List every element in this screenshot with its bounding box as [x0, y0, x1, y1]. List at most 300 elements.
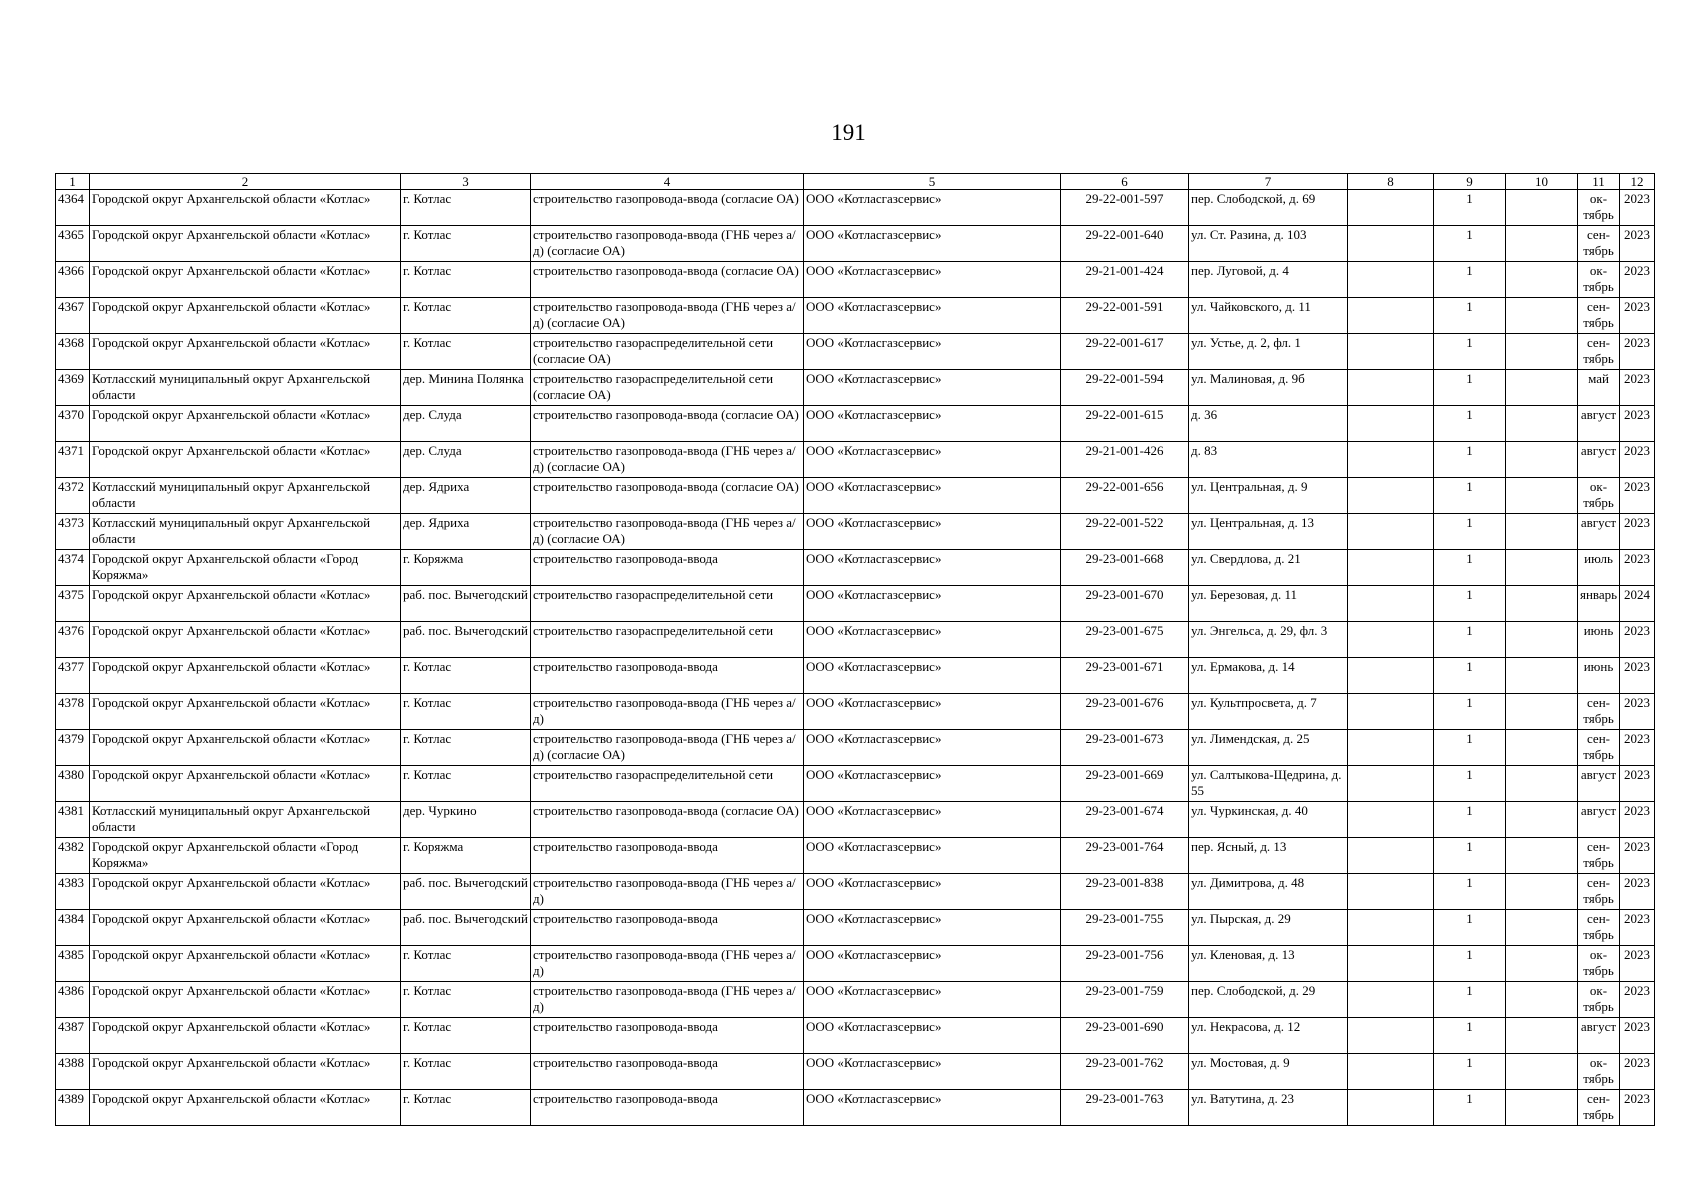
address-cell: д. 83 — [1189, 442, 1348, 478]
district-cell: Городской округ Архангельской области «Котлас» — [90, 406, 401, 442]
column-10-cell — [1506, 1018, 1578, 1054]
month-cell: ок- тябрь — [1578, 478, 1620, 514]
row-number: 4368 — [56, 334, 90, 370]
organization-cell: ООО «Котласгазсервис» — [804, 730, 1061, 766]
column-header: 8 — [1348, 174, 1434, 190]
year-cell: 2023 — [1620, 1054, 1655, 1090]
column-8-cell — [1348, 1054, 1434, 1090]
year-cell: 2023 — [1620, 802, 1655, 838]
month-cell: сен- тябрь — [1578, 1090, 1620, 1126]
month-cell: сен- тябрь — [1578, 910, 1620, 946]
organization-cell: ООО «Котласгазсервис» — [804, 1054, 1061, 1090]
district-cell: Городской округ Архангельской области «Котлас» — [90, 442, 401, 478]
row-number: 4389 — [56, 1090, 90, 1126]
work-type-cell: строительство газораспределительной сети (согласие ОА) — [531, 370, 804, 406]
locality-cell: г. Котлас — [401, 730, 531, 766]
address-cell: ул. Центральная, д. 13 — [1189, 514, 1348, 550]
month-cell: август — [1578, 406, 1620, 442]
table-row — [56, 766, 1655, 802]
address-cell: ул. Димитрова, д. 48 — [1189, 874, 1348, 910]
year-cell: 2023 — [1620, 730, 1655, 766]
column-10-cell — [1506, 658, 1578, 694]
table-row — [56, 190, 1655, 226]
locality-cell: г. Котлас — [401, 946, 531, 982]
column-header: 2 — [90, 174, 401, 190]
district-cell: Городской округ Архангельской области «Котлас» — [90, 586, 401, 622]
organization-cell: ООО «Котласгазсервис» — [804, 874, 1061, 910]
district-cell: Городской округ Архангельской области «Котлас» — [90, 694, 401, 730]
quantity-cell: 1 — [1434, 910, 1506, 946]
organization-cell: ООО «Котласгазсервис» — [804, 1090, 1061, 1126]
district-cell: Городской округ Архангельской области «Котлас» — [90, 874, 401, 910]
month-cell: ок- тябрь — [1578, 262, 1620, 298]
work-type-cell: строительство газопровода-ввода (ГНБ через а/д) (согласие ОА) — [531, 226, 804, 262]
district-cell: Городской округ Архангельской области «Котлас» — [90, 298, 401, 334]
row-number: 4380 — [56, 766, 90, 802]
month-cell: ок- тябрь — [1578, 946, 1620, 982]
locality-cell: г. Коряжма — [401, 550, 531, 586]
object-code-cell: 29-23-001-838 — [1061, 874, 1189, 910]
address-cell: пер. Слободской, д. 69 — [1189, 190, 1348, 226]
column-header: 9 — [1434, 174, 1506, 190]
year-cell: 2023 — [1620, 874, 1655, 910]
month-cell: сен- тябрь — [1578, 838, 1620, 874]
locality-cell: г. Котлас — [401, 982, 531, 1018]
organization-cell: ООО «Котласгазсервис» — [804, 514, 1061, 550]
work-type-cell: строительство газопровода-ввода (ГНБ через а/д) — [531, 946, 804, 982]
work-type-cell: строительство газопровода-ввода — [531, 910, 804, 946]
row-number: 4386 — [56, 982, 90, 1018]
object-code-cell: 29-23-001-755 — [1061, 910, 1189, 946]
work-type-cell: строительство газопровода-ввода — [531, 1018, 804, 1054]
table-row — [56, 874, 1655, 910]
address-cell: ул. Чуркинская, д. 40 — [1189, 802, 1348, 838]
work-type-cell: строительство газопровода-ввода (ГНБ через а/д) — [531, 694, 804, 730]
column-header: 10 — [1506, 174, 1578, 190]
month-cell: май — [1578, 370, 1620, 406]
address-cell: ул. Кленовая, д. 13 — [1189, 946, 1348, 982]
column-8-cell — [1348, 694, 1434, 730]
row-number: 4382 — [56, 838, 90, 874]
work-type-cell: строительство газопровода-ввода (ГНБ через а/д) (согласие ОА) — [531, 514, 804, 550]
table-row — [56, 802, 1655, 838]
row-number: 4379 — [56, 730, 90, 766]
year-cell: 2023 — [1620, 442, 1655, 478]
locality-cell: г. Котлас — [401, 334, 531, 370]
address-cell: ул. Салтыкова-Щедрина, д. 55 — [1189, 766, 1348, 802]
object-code-cell: 29-22-001-640 — [1061, 226, 1189, 262]
table-row — [56, 1018, 1655, 1054]
row-number: 4375 — [56, 586, 90, 622]
table-row — [56, 370, 1655, 406]
organization-cell: ООО «Котласгазсервис» — [804, 622, 1061, 658]
address-cell: ул. Свердлова, д. 21 — [1189, 550, 1348, 586]
quantity-cell: 1 — [1434, 622, 1506, 658]
year-cell: 2023 — [1620, 1018, 1655, 1054]
row-number: 4381 — [56, 802, 90, 838]
organization-cell: ООО «Котласгазсервис» — [804, 190, 1061, 226]
row-number: 4371 — [56, 442, 90, 478]
address-cell: ул. Лимендская, д. 25 — [1189, 730, 1348, 766]
row-number: 4370 — [56, 406, 90, 442]
column-10-cell — [1506, 550, 1578, 586]
year-cell: 2023 — [1620, 694, 1655, 730]
district-cell: Городской округ Архангельской области «Котлас» — [90, 262, 401, 298]
organization-cell: ООО «Котласгазсервис» — [804, 262, 1061, 298]
address-cell: пер. Луговой, д. 4 — [1189, 262, 1348, 298]
year-cell: 2023 — [1620, 478, 1655, 514]
column-10-cell — [1506, 226, 1578, 262]
quantity-cell: 1 — [1434, 406, 1506, 442]
object-code-cell: 29-23-001-668 — [1061, 550, 1189, 586]
column-header: 3 — [401, 174, 531, 190]
year-cell: 2023 — [1620, 514, 1655, 550]
table-row — [56, 298, 1655, 334]
object-code-cell: 29-23-001-690 — [1061, 1018, 1189, 1054]
locality-cell: г. Котлас — [401, 1018, 531, 1054]
address-cell: ул. Некрасова, д. 12 — [1189, 1018, 1348, 1054]
quantity-cell: 1 — [1434, 190, 1506, 226]
organization-cell: ООО «Котласгазсервис» — [804, 478, 1061, 514]
quantity-cell: 1 — [1434, 1090, 1506, 1126]
column-8-cell — [1348, 1018, 1434, 1054]
column-10-cell — [1506, 802, 1578, 838]
quantity-cell: 1 — [1434, 226, 1506, 262]
quantity-cell: 1 — [1434, 658, 1506, 694]
locality-cell: дер. Минина Полянка — [401, 370, 531, 406]
column-8-cell — [1348, 190, 1434, 226]
column-10-cell — [1506, 478, 1578, 514]
district-cell: Котласский муниципальный округ Архангельской области — [90, 478, 401, 514]
column-10-cell — [1506, 442, 1578, 478]
month-cell: сен- тябрь — [1578, 226, 1620, 262]
district-cell: Городской округ Архангельской области «Котлас» — [90, 190, 401, 226]
column-8-cell — [1348, 586, 1434, 622]
month-cell: август — [1578, 802, 1620, 838]
organization-cell: ООО «Котласгазсервис» — [804, 658, 1061, 694]
object-code-cell: 29-21-001-426 — [1061, 442, 1189, 478]
object-code-cell: 29-22-001-597 — [1061, 190, 1189, 226]
quantity-cell: 1 — [1434, 370, 1506, 406]
organization-cell: ООО «Котласгазсервис» — [804, 550, 1061, 586]
column-header: 4 — [531, 174, 804, 190]
column-header: 1 — [56, 174, 90, 190]
organization-cell: ООО «Котласгазсервис» — [804, 802, 1061, 838]
work-type-cell: строительство газопровода-ввода (согласие ОА) — [531, 406, 804, 442]
district-cell: Городской округ Архангельской области «Котлас» — [90, 1018, 401, 1054]
work-type-cell: строительство газораспределительной сети — [531, 622, 804, 658]
object-code-cell: 29-22-001-522 — [1061, 514, 1189, 550]
address-cell: ул. Малиновая, д. 9б — [1189, 370, 1348, 406]
locality-cell: г. Котлас — [401, 190, 531, 226]
column-8-cell — [1348, 946, 1434, 982]
locality-cell: дер. Ядриха — [401, 514, 531, 550]
year-cell: 2023 — [1620, 190, 1655, 226]
month-cell: сен- тябрь — [1578, 874, 1620, 910]
table-row — [56, 622, 1655, 658]
locality-cell: раб. пос. Вычегодский — [401, 874, 531, 910]
object-code-cell: 29-23-001-764 — [1061, 838, 1189, 874]
quantity-cell: 1 — [1434, 514, 1506, 550]
column-header: 6 — [1061, 174, 1189, 190]
address-cell: ул. Мостовая, д. 9 — [1189, 1054, 1348, 1090]
row-number: 4388 — [56, 1054, 90, 1090]
row-number: 4376 — [56, 622, 90, 658]
column-8-cell — [1348, 622, 1434, 658]
object-code-cell: 29-22-001-615 — [1061, 406, 1189, 442]
district-cell: Городской округ Архангельской области «Котлас» — [90, 622, 401, 658]
organization-cell: ООО «Котласгазсервис» — [804, 298, 1061, 334]
column-8-cell — [1348, 370, 1434, 406]
organization-cell: ООО «Котласгазсервис» — [804, 586, 1061, 622]
column-8-cell — [1348, 550, 1434, 586]
column-8-cell — [1348, 226, 1434, 262]
district-cell: Городской округ Архангельской области «Котлас» — [90, 226, 401, 262]
quantity-cell: 1 — [1434, 694, 1506, 730]
month-cell: июнь — [1578, 622, 1620, 658]
year-cell: 2023 — [1620, 406, 1655, 442]
row-number: 4374 — [56, 550, 90, 586]
work-type-cell: строительство газораспределительной сети — [531, 766, 804, 802]
locality-cell: дер. Ядриха — [401, 478, 531, 514]
month-cell: сен- тябрь — [1578, 298, 1620, 334]
row-number: 4365 — [56, 226, 90, 262]
month-cell: сен- тябрь — [1578, 334, 1620, 370]
object-code-cell: 29-23-001-671 — [1061, 658, 1189, 694]
row-number: 4367 — [56, 298, 90, 334]
object-code-cell: 29-23-001-675 — [1061, 622, 1189, 658]
table-row — [56, 730, 1655, 766]
table-row — [56, 514, 1655, 550]
district-cell: Котласский муниципальный округ Архангельской области — [90, 514, 401, 550]
column-header: 7 — [1189, 174, 1348, 190]
table-row — [56, 262, 1655, 298]
column-8-cell — [1348, 442, 1434, 478]
year-cell: 2023 — [1620, 658, 1655, 694]
district-cell: Городской округ Архангельской области «Котлас» — [90, 766, 401, 802]
address-cell: ул. Культпросвета, д. 7 — [1189, 694, 1348, 730]
address-cell: ул. Березовая, д. 11 — [1189, 586, 1348, 622]
object-code-cell: 29-23-001-763 — [1061, 1090, 1189, 1126]
column-8-cell — [1348, 262, 1434, 298]
column-header: 11 — [1578, 174, 1620, 190]
quantity-cell: 1 — [1434, 766, 1506, 802]
address-cell: ул. Пырская, д. 29 — [1189, 910, 1348, 946]
table-row — [56, 910, 1655, 946]
month-cell: сен- тябрь — [1578, 730, 1620, 766]
year-cell: 2023 — [1620, 370, 1655, 406]
column-8-cell — [1348, 910, 1434, 946]
year-cell: 2024 — [1620, 586, 1655, 622]
column-10-cell — [1506, 946, 1578, 982]
address-cell: ул. Устье, д. 2, фл. 1 — [1189, 334, 1348, 370]
column-10-cell — [1506, 730, 1578, 766]
object-code-cell: 29-23-001-670 — [1061, 586, 1189, 622]
row-number: 4364 — [56, 190, 90, 226]
column-8-cell — [1348, 334, 1434, 370]
row-number: 4383 — [56, 874, 90, 910]
column-10-cell — [1506, 190, 1578, 226]
registry-table — [55, 173, 1655, 1126]
organization-cell: ООО «Котласгазсервис» — [804, 442, 1061, 478]
object-code-cell: 29-22-001-594 — [1061, 370, 1189, 406]
organization-cell: ООО «Котласгазсервис» — [804, 694, 1061, 730]
district-cell: Городской округ Архангельской области «Город Коряжма» — [90, 838, 401, 874]
year-cell: 2023 — [1620, 334, 1655, 370]
address-cell: ул. Ватутина, д. 23 — [1189, 1090, 1348, 1126]
quantity-cell: 1 — [1434, 802, 1506, 838]
locality-cell: раб. пос. Вычегодский — [401, 586, 531, 622]
locality-cell: г. Котлас — [401, 766, 531, 802]
column-10-cell — [1506, 262, 1578, 298]
year-cell: 2023 — [1620, 262, 1655, 298]
table-row — [56, 982, 1655, 1018]
locality-cell: г. Котлас — [401, 226, 531, 262]
object-code-cell: 29-23-001-762 — [1061, 1054, 1189, 1090]
address-cell: д. 36 — [1189, 406, 1348, 442]
quantity-cell: 1 — [1434, 298, 1506, 334]
year-cell: 2023 — [1620, 226, 1655, 262]
work-type-cell: строительство газопровода-ввода — [531, 838, 804, 874]
work-type-cell: строительство газопровода-ввода — [531, 1090, 804, 1126]
locality-cell: г. Котлас — [401, 262, 531, 298]
district-cell: Городской округ Архангельской области «Котлас» — [90, 730, 401, 766]
organization-cell: ООО «Котласгазсервис» — [804, 334, 1061, 370]
object-code-cell: 29-23-001-756 — [1061, 946, 1189, 982]
year-cell: 2023 — [1620, 982, 1655, 1018]
object-code-cell: 29-21-001-424 — [1061, 262, 1189, 298]
address-cell: ул. Чайковского, д. 11 — [1189, 298, 1348, 334]
column-8-cell — [1348, 766, 1434, 802]
locality-cell: раб. пос. Вычегодский — [401, 622, 531, 658]
row-number: 4372 — [56, 478, 90, 514]
column-8-cell — [1348, 730, 1434, 766]
table-row — [56, 334, 1655, 370]
column-8-cell — [1348, 478, 1434, 514]
column-10-cell — [1506, 586, 1578, 622]
district-cell: Городской округ Архангельской области «Котлас» — [90, 910, 401, 946]
table-row — [56, 946, 1655, 982]
column-10-cell — [1506, 1090, 1578, 1126]
work-type-cell: строительство газопровода-ввода (ГНБ через а/д) (согласие ОА) — [531, 730, 804, 766]
quantity-cell: 1 — [1434, 730, 1506, 766]
column-number-header — [56, 174, 1655, 190]
work-type-cell: строительство газопровода-ввода (ГНБ через а/д) (согласие ОА) — [531, 442, 804, 478]
row-number: 4373 — [56, 514, 90, 550]
registry-body — [56, 190, 1655, 1126]
work-type-cell: строительство газораспределительной сети (согласие ОА) — [531, 334, 804, 370]
work-type-cell: строительство газопровода-ввода — [531, 658, 804, 694]
object-code-cell: 29-23-001-676 — [1061, 694, 1189, 730]
month-cell: июнь — [1578, 658, 1620, 694]
column-10-cell — [1506, 622, 1578, 658]
year-cell: 2023 — [1620, 298, 1655, 334]
month-cell: август — [1578, 514, 1620, 550]
organization-cell: ООО «Котласгазсервис» — [804, 766, 1061, 802]
locality-cell: г. Котлас — [401, 1090, 531, 1126]
locality-cell: г. Коряжма — [401, 838, 531, 874]
quantity-cell: 1 — [1434, 874, 1506, 910]
column-8-cell — [1348, 982, 1434, 1018]
object-code-cell: 29-23-001-674 — [1061, 802, 1189, 838]
work-type-cell: строительство газопровода-ввода (согласие ОА) — [531, 478, 804, 514]
organization-cell: ООО «Котласгазсервис» — [804, 838, 1061, 874]
organization-cell: ООО «Котласгазсервис» — [804, 982, 1061, 1018]
work-type-cell: строительство газораспределительной сети — [531, 586, 804, 622]
month-cell: ок- тябрь — [1578, 982, 1620, 1018]
quantity-cell: 1 — [1434, 262, 1506, 298]
row-number: 4366 — [56, 262, 90, 298]
table-row — [56, 226, 1655, 262]
column-10-cell — [1506, 1054, 1578, 1090]
work-type-cell: строительство газопровода-ввода — [531, 550, 804, 586]
district-cell: Городской округ Архангельской области «Котлас» — [90, 982, 401, 1018]
column-10-cell — [1506, 910, 1578, 946]
table-row — [56, 658, 1655, 694]
quantity-cell: 1 — [1434, 1054, 1506, 1090]
quantity-cell: 1 — [1434, 334, 1506, 370]
work-type-cell: строительство газопровода-ввода (согласие ОА) — [531, 262, 804, 298]
year-cell: 2023 — [1620, 838, 1655, 874]
quantity-cell: 1 — [1434, 586, 1506, 622]
district-cell: Городской округ Архангельской области «Котлас» — [90, 658, 401, 694]
locality-cell: раб. пос. Вычегодский — [401, 910, 531, 946]
table-row — [56, 478, 1655, 514]
year-cell: 2023 — [1620, 1090, 1655, 1126]
column-10-cell — [1506, 298, 1578, 334]
column-header: 12 — [1620, 174, 1655, 190]
column-8-cell — [1348, 658, 1434, 694]
work-type-cell: строительство газопровода-ввода (ГНБ через а/д) (согласие ОА) — [531, 298, 804, 334]
column-10-cell — [1506, 694, 1578, 730]
column-8-cell — [1348, 802, 1434, 838]
quantity-cell: 1 — [1434, 1018, 1506, 1054]
district-cell: Городской округ Архангельской области «Котлас» — [90, 1090, 401, 1126]
district-cell: Городской округ Архангельской области «Котлас» — [90, 334, 401, 370]
row-number: 4377 — [56, 658, 90, 694]
row-number: 4378 — [56, 694, 90, 730]
column-header: 5 — [804, 174, 1061, 190]
page-number: 191 — [831, 120, 866, 145]
column-8-cell — [1348, 406, 1434, 442]
district-cell: Городской округ Архангельской области «Котлас» — [90, 946, 401, 982]
column-10-cell — [1506, 838, 1578, 874]
organization-cell: ООО «Котласгазсервис» — [804, 1018, 1061, 1054]
row-number: 4384 — [56, 910, 90, 946]
column-10-cell — [1506, 370, 1578, 406]
month-cell: август — [1578, 766, 1620, 802]
year-cell: 2023 — [1620, 910, 1655, 946]
column-8-cell — [1348, 874, 1434, 910]
work-type-cell: строительство газопровода-ввода (согласие ОА) — [531, 190, 804, 226]
quantity-cell: 1 — [1434, 442, 1506, 478]
table-row — [56, 442, 1655, 478]
work-type-cell: строительство газопровода-ввода (согласие ОА) — [531, 802, 804, 838]
column-8-cell — [1348, 514, 1434, 550]
year-cell: 2023 — [1620, 766, 1655, 802]
address-cell: пер. Ясный, д. 13 — [1189, 838, 1348, 874]
quantity-cell: 1 — [1434, 838, 1506, 874]
year-cell: 2023 — [1620, 550, 1655, 586]
locality-cell: дер. Слуда — [401, 406, 531, 442]
locality-cell: г. Котлас — [401, 694, 531, 730]
organization-cell: ООО «Котласгазсервис» — [804, 910, 1061, 946]
table-row — [56, 586, 1655, 622]
object-code-cell: 29-23-001-669 — [1061, 766, 1189, 802]
district-cell: Котласский муниципальный округ Архангельской области — [90, 802, 401, 838]
table-row — [56, 1054, 1655, 1090]
quantity-cell: 1 — [1434, 982, 1506, 1018]
